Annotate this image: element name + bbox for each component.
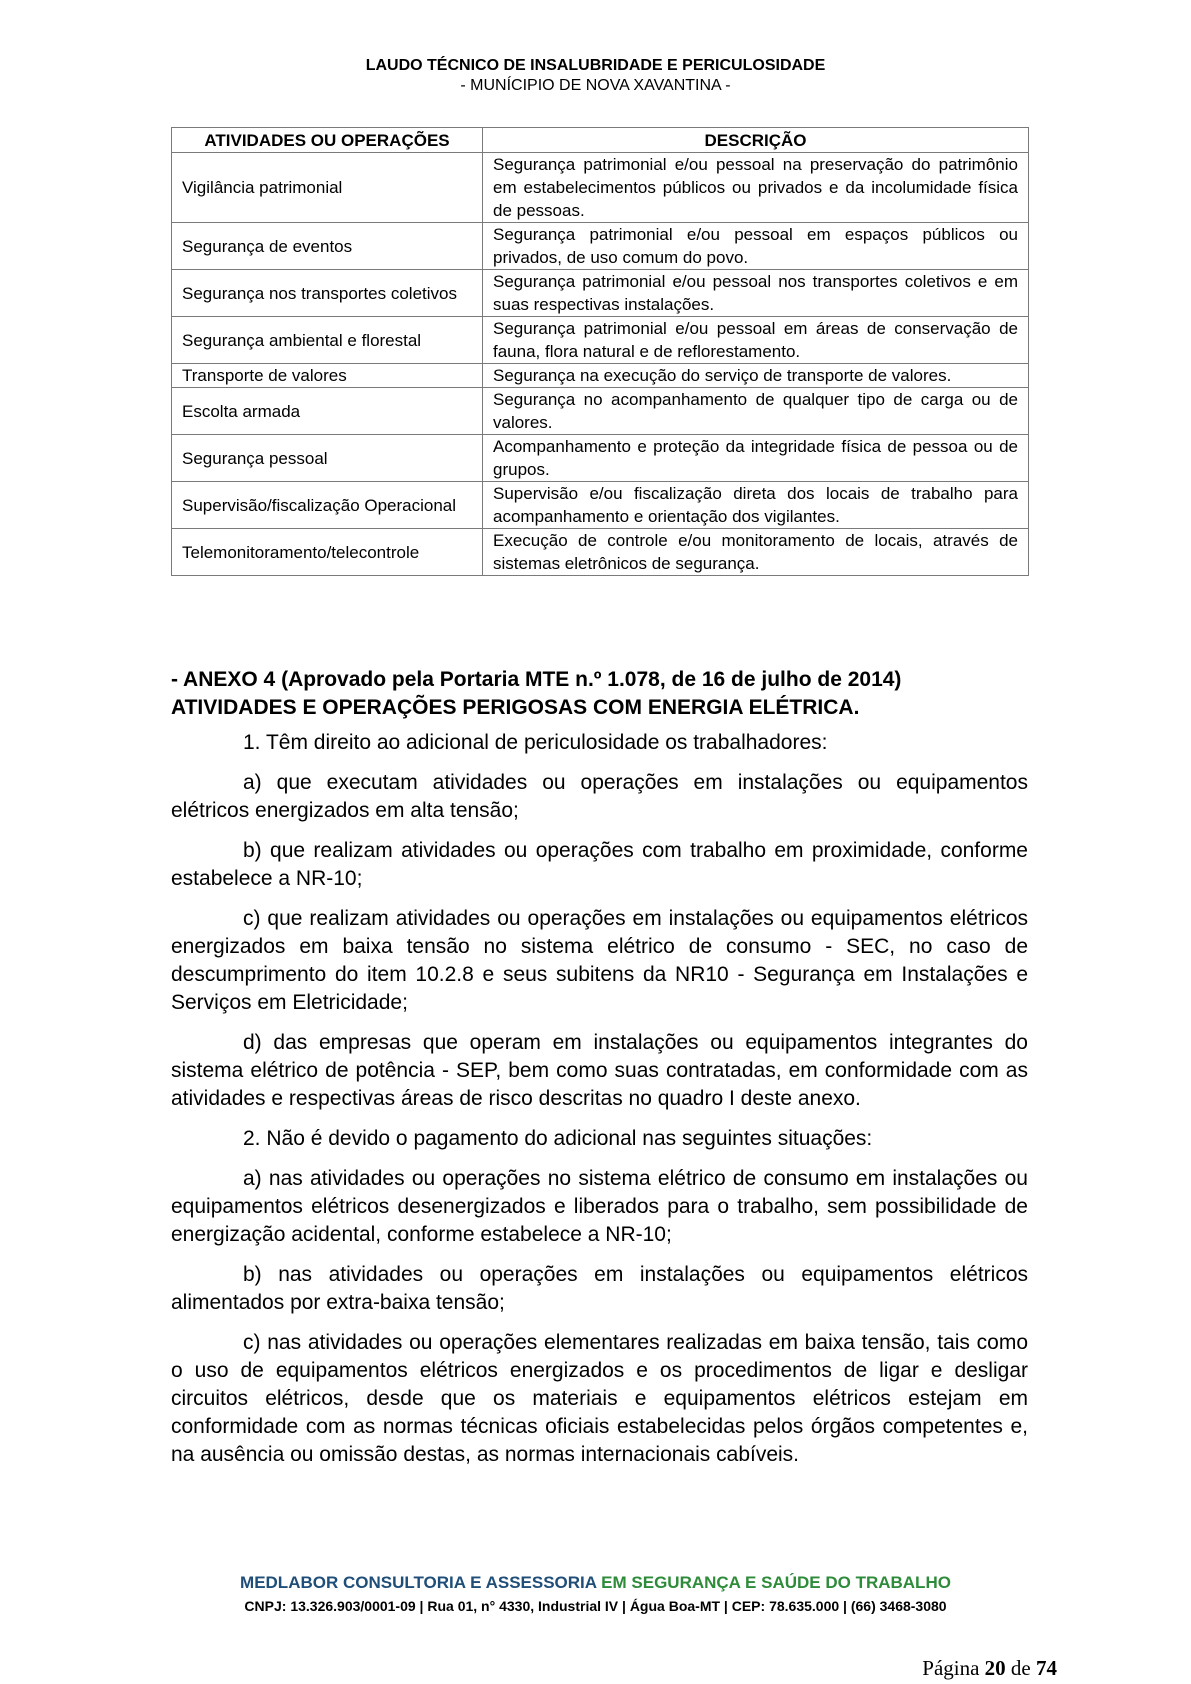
activity-cell: Supervisão/fiscalização Operacional: [172, 482, 483, 529]
activities-table: [171, 127, 1029, 576]
table-row: [172, 270, 1029, 317]
annex-paragraph: d) das empresas que operam em instalações ou equipamentos integrantes do sistema elétrico de potência - SEP, bem como suas contratadas, em conformidade com as atividades e respectivas áreas de risco descritas no quadro I deste anexo.: [171, 1031, 1028, 1110]
description-cell: Segurança no acompanhamento de qualquer tipo de carga ou de valores.: [483, 388, 1029, 435]
annex-heading-line1: - ANEXO 4 (Aprovado pela Portaria MTE n.º 1.078, de 16 de julho de 2014): [171, 668, 902, 691]
document-subtitle: - MUNÍCIPIO DE NOVA XAVANTINA -: [460, 77, 731, 94]
description-cell: Segurança na execução do serviço de transporte de valores.: [483, 364, 1029, 388]
activity-cell: Transporte de valores: [172, 364, 483, 388]
annex-heading: [171, 666, 1028, 722]
page-separator: de: [1010, 1656, 1031, 1680]
annex-paragraph: c) nas atividades ou operações elementares realizadas em baixa tensão, tais como o uso de equipamentos elétricos energizados e os procedimentos de ligar e desligar circuitos elétricos, desde que os materiais e equipamentos elétricos estejam em conformidade com as normas técnicas oficiais estabelecidas pelos órgãos competentes e, na ausência ou omissão destas, as normas internacionais cabíveis.: [171, 1331, 1028, 1466]
activity-cell: Segurança ambiental e florestal: [172, 317, 483, 364]
annex-paragraph: a) que executam atividades ou operações em instalações ou equipamentos elétricos energizados em alta tensão;: [171, 771, 1028, 822]
page-label: Página: [922, 1656, 980, 1680]
table-header-row: [172, 128, 1029, 153]
activity-cell: Segurança de eventos: [172, 223, 483, 270]
table-row: [172, 482, 1029, 529]
description-cell: Segurança patrimonial e/ou pessoal em áreas de conservação de fauna, flora natural e de reflorestamento.: [483, 317, 1029, 364]
activity-cell: Vigilância patrimonial: [172, 153, 483, 223]
annex-paragraph: b) que realizam atividades ou operações com trabalho em proximidade, conforme estabelece a NR-10;: [171, 839, 1028, 890]
table-row: [172, 435, 1029, 482]
page-current: 20: [984, 1656, 1006, 1680]
activity-cell: Segurança nos transportes coletivos: [172, 270, 483, 317]
col-header-activities: ATIVIDADES OU OPERAÇÕES: [172, 128, 483, 153]
company-name-part2: EM SEGURANÇA E SAÚDE DO TRABALHO: [601, 1573, 951, 1592]
description-cell: Execução de controle e/ou monitoramento de locais, através de sistemas eletrônicos de segurança.: [483, 529, 1029, 576]
description-cell: Acompanhamento e proteção da integridade física de pessoa ou de grupos.: [483, 435, 1029, 482]
company-name-part1: MEDLABOR CONSULTORIA E ASSESSORIA: [240, 1573, 597, 1592]
annex-section: [171, 666, 1028, 1481]
annex-paragraph: a) nas atividades ou operações no sistema elétrico de consumo em instalações ou equipamentos elétricos desenergizados e liberados para o trabalho, sem possibilidade de energização acidental, conforme estabelece a NR-10;: [171, 1167, 1028, 1246]
page-total: 74: [1036, 1656, 1057, 1680]
annex-paragraph: 1. Têm direito ao adicional de periculosidade os trabalhadores:: [243, 731, 828, 754]
table-row: [172, 153, 1029, 223]
annex-paragraph: b) nas atividades ou operações em instalações ou equipamentos elétricos alimentados por extra-baixa tensão;: [171, 1263, 1028, 1314]
page-footer: [0, 1572, 1191, 1616]
table-row: [172, 223, 1029, 270]
table-row: [172, 388, 1029, 435]
document-title: LAUDO TÉCNICO DE INSALUBRIDADE E PERICULOSIDADE: [365, 57, 826, 74]
annex-paragraph: c) que realizam atividades ou operações em instalações ou equipamentos elétricos energizados em baixa tensão no sistema elétrico de consumo - SEC, no caso de descumprimento do item 10.2.8 e seus subitens da NR10 - Segurança em Instalações e Serviços em Eletricidade;: [171, 907, 1028, 1014]
annex-paragraph: 2. Não é devido o pagamento do adicional nas seguintes situações:: [243, 1127, 873, 1150]
description-cell: Segurança patrimonial e/ou pessoal nos transportes coletivos e em suas respectivas instalações.: [483, 270, 1029, 317]
company-name: [0, 1572, 1191, 1594]
annex-heading-line2: ATIVIDADES E OPERAÇÕES PERIGOSAS COM ENERGIA ELÉTRICA.: [171, 696, 860, 719]
page-number: [922, 1656, 1057, 1681]
activity-cell: Telemonitoramento/telecontrole: [172, 529, 483, 576]
description-cell: Segurança patrimonial e/ou pessoal na preservação do patrimônio em estabelecimentos públicos ou privados e da incolumidade física de pessoas.: [483, 153, 1029, 223]
page-header: [0, 56, 1191, 96]
col-header-description: DESCRIÇÃO: [483, 128, 1029, 153]
table-row: [172, 364, 1029, 388]
company-address: CNPJ: 13.326.903/0001-09 | Rua 01, n° 4330, Industrial IV | Água Boa-MT | CEP: 78.635.000 | (66) 3468-3080: [244, 1598, 947, 1614]
activity-cell: Escolta armada: [172, 388, 483, 435]
description-cell: Supervisão e/ou fiscalização direta dos locais de trabalho para acompanhamento e orientação dos vigilantes.: [483, 482, 1029, 529]
table-row: [172, 529, 1029, 576]
table-row: [172, 317, 1029, 364]
activity-cell: Segurança pessoal: [172, 435, 483, 482]
description-cell: Segurança patrimonial e/ou pessoal em espaços públicos ou privados, de uso comum do povo.: [483, 223, 1029, 270]
